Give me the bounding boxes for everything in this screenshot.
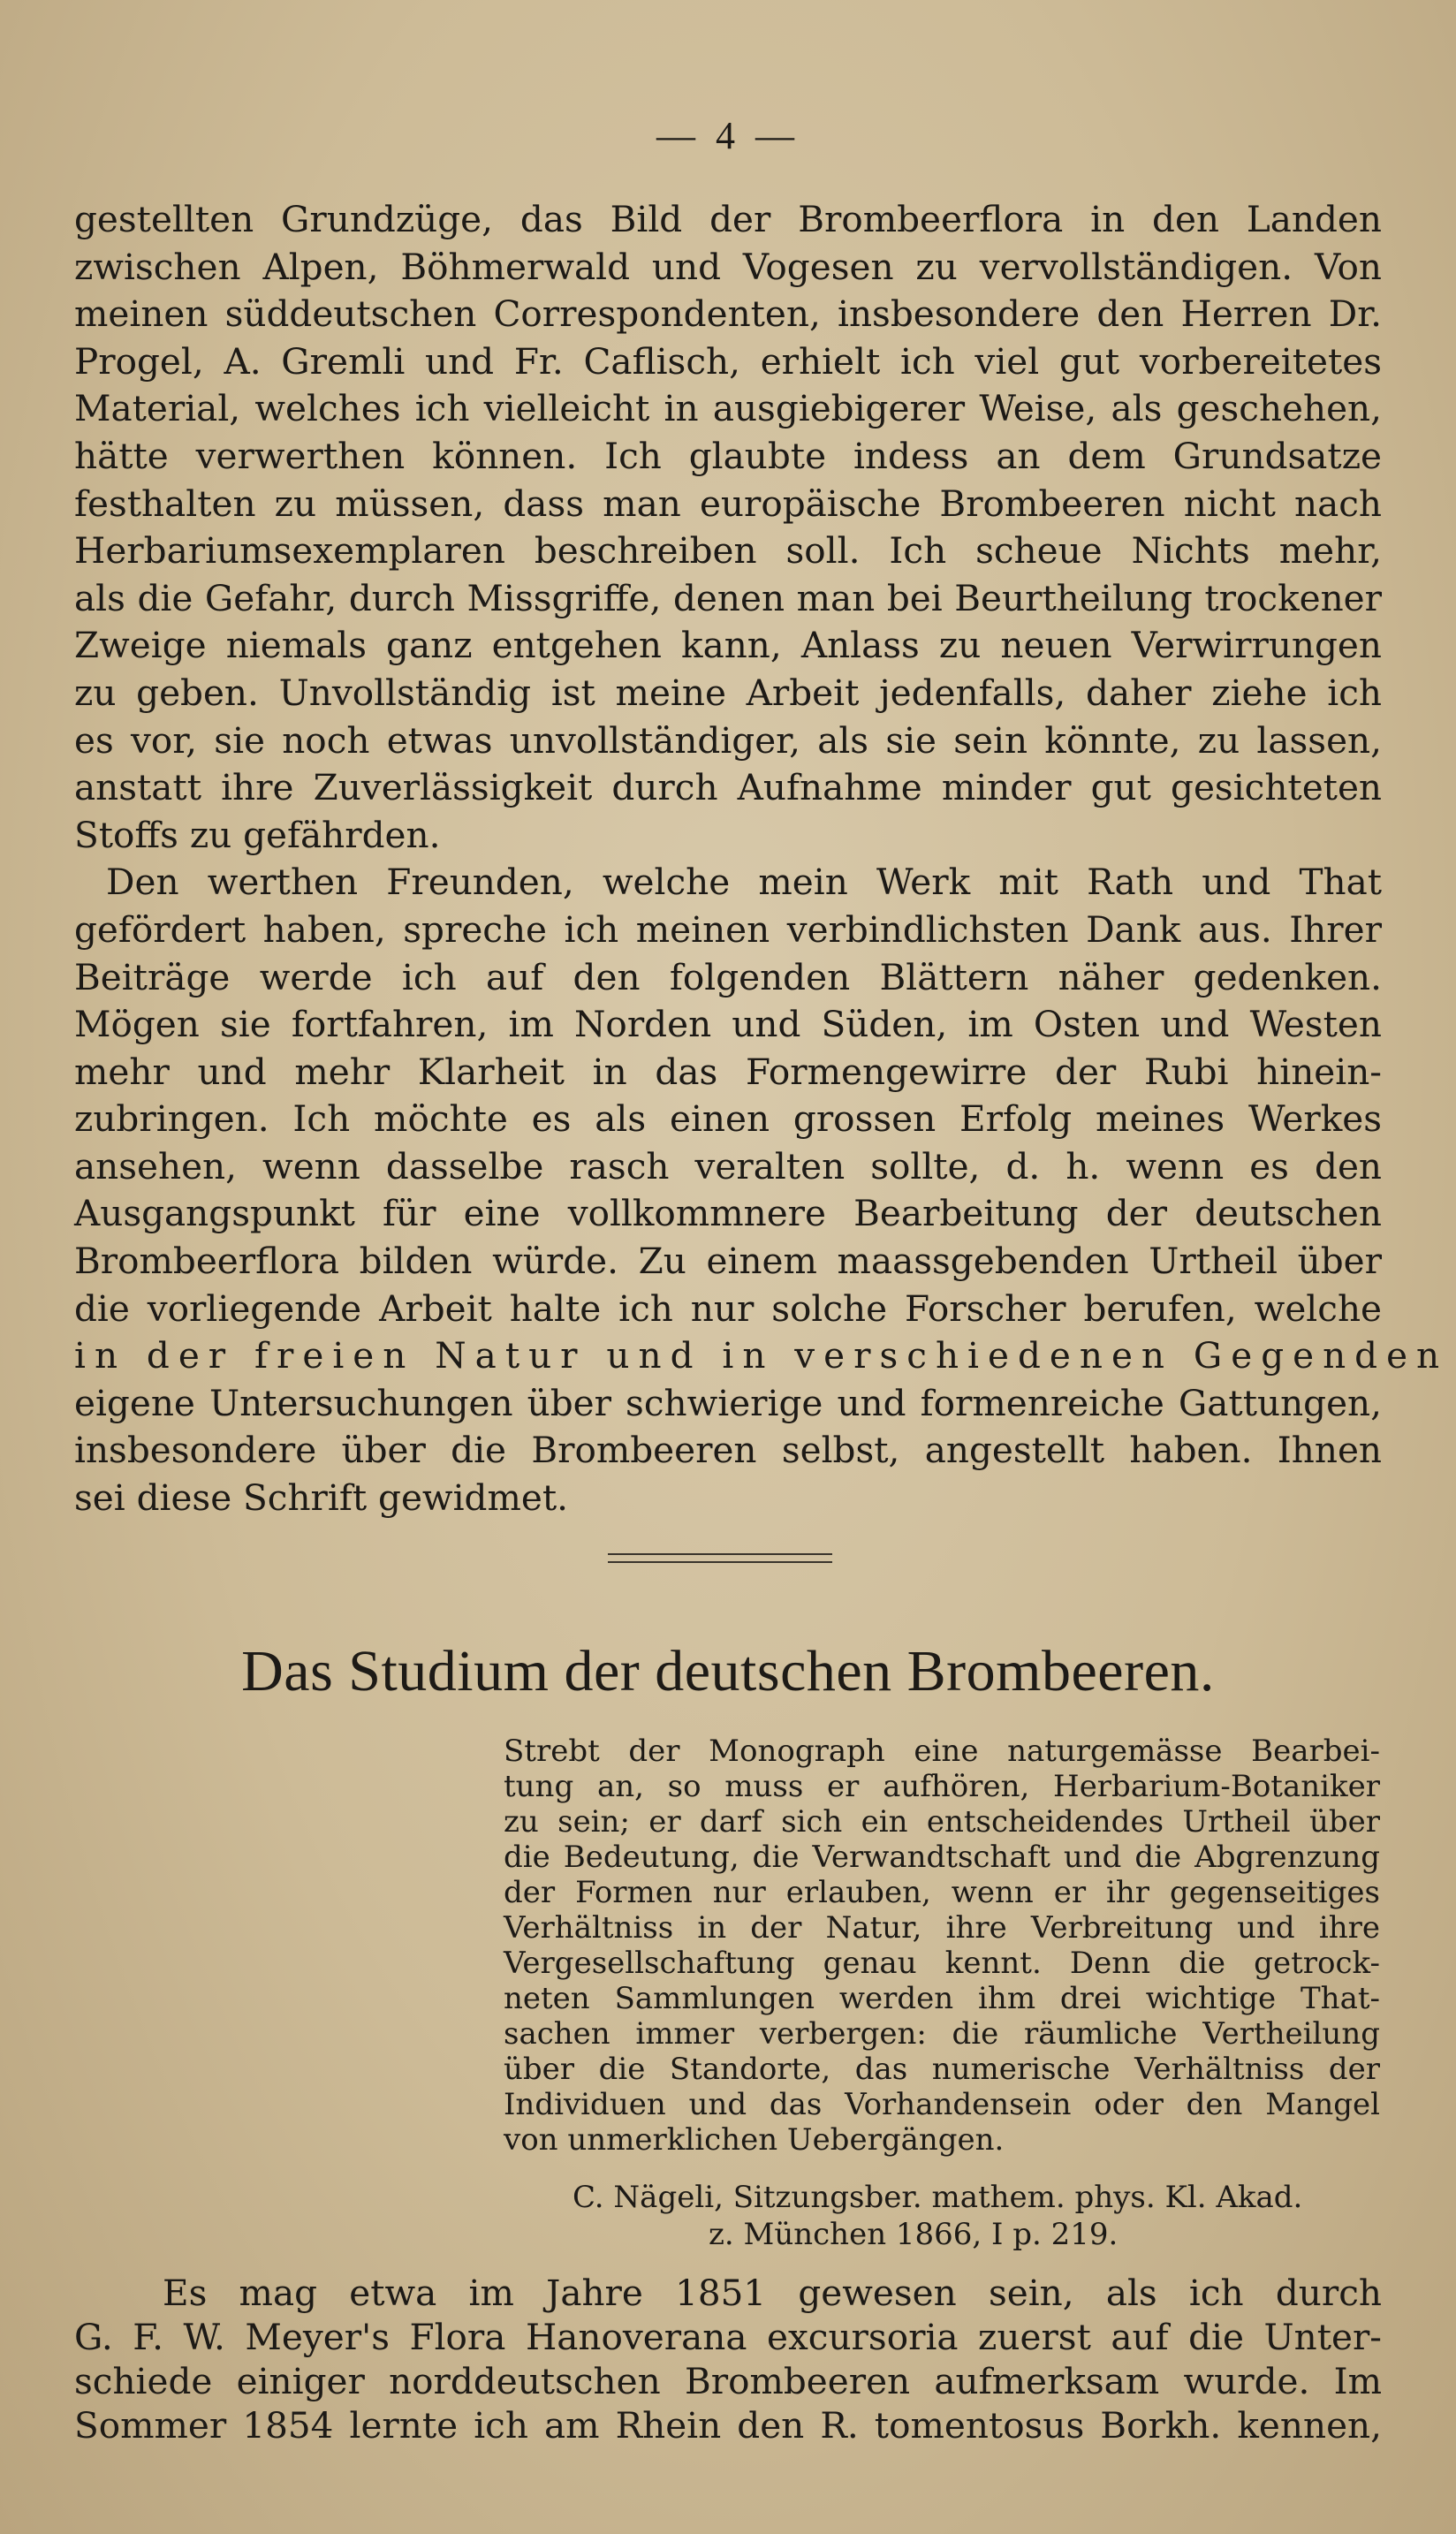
text-line: hätte verwerthen können. Ich glaubte indess an dem Grundsatze: [74, 434, 1382, 477]
attribution-line: z. München 1866, I p. 219.: [709, 2217, 1119, 2252]
text-line: Es mag etwa im Jahre 1851 gewesen sein, als ich durch: [163, 2272, 1382, 2314]
text-line: ansehen, wenn dasselbe rasch veralten sollte, d. h. wenn es den: [74, 1144, 1382, 1187]
text-line: Beiträge werde ich auf den folgenden Blättern näher gedenken.: [74, 955, 1382, 998]
epigraph-line: zu sein; er darf sich ein entscheidendes Urtheil über: [504, 1804, 1380, 1840]
text-line: Stoffs zu gefährden.: [74, 813, 441, 856]
preface-text: [74, 196, 1449, 1522]
epigraph-line: neten Sammlungen werden ihm drei wichtige That-: [504, 1981, 1380, 2016]
text-line: insbesondere über die Brombeeren selbst, angestellt haben. Ihnen: [74, 1429, 1382, 1472]
text-line: Den werthen Freunden, welche mein Werk mit Rath und That: [106, 861, 1382, 904]
epigraph-line: Individuen und das Vorhandensein oder den Mangel: [504, 2087, 1380, 2122]
page-number: — 4 —: [656, 114, 800, 157]
text-line: Mögen sie fortfahren, im Norden und Süden, im Osten und Westen: [74, 1003, 1382, 1046]
text-line: meinen süddeutschen Correspondenten, insbesondere den Herren Dr.: [74, 292, 1382, 336]
text-line: zubringen. Ich möchte es als einen grossen Erfolg meines Werkes: [74, 1097, 1382, 1141]
text-line: Ausgangspunkt für eine vollkommnere Bearbeitung der deutschen: [74, 1192, 1382, 1235]
text-line: Zweige niemals ganz entgehen kann, Anlass zu neuen Verwirrungen: [74, 624, 1382, 667]
text-line: Herbariumsexemplaren beschreiben soll. Ich scheue Nichts mehr,: [74, 529, 1382, 573]
text-line: mehr und mehr Klarheit in das Formengewirre der Rubi hinein-: [74, 1050, 1382, 1093]
text-line: gefördert haben, spreche ich meinen verbindlichsten Dank aus. Ihrer: [74, 907, 1382, 951]
text-line: Material, welches ich vielleicht in ausgiebigerer Weise, als geschehen,: [74, 387, 1382, 430]
epigraph-line: von unmerklichen Uebergängen.: [504, 2122, 1005, 2158]
epigraph-attribution: [565, 2179, 1361, 2253]
text-line: festhalten zu müssen, dass man europäische Brombeeren nicht nach: [74, 482, 1382, 525]
text-line: Progel, A. Gremli und Fr. Caflisch, erhielt ich viel gut vorbereitetes: [74, 339, 1382, 383]
text-line: Brombeerflora bilden würde. Zu einem maassgebenden Urtheil über: [74, 1240, 1382, 1283]
text-line: es vor, sie noch etwas unvollständiger, als sie sein könnte, zu lassen,: [74, 718, 1382, 762]
text-line: G. F. W. Meyer's Flora Hanoverana excursoria zuerst auf die Unter-: [74, 2316, 1382, 2358]
epigraph-line: Verhältniss in der Natur, ihre Verbreitung und ihre: [504, 1910, 1380, 1946]
section-divider: [608, 1553, 832, 1563]
section-title: Das Studium der deutschen Brombeeren.: [241, 1639, 1215, 1703]
text-line: sei diese Schrift gewidmet.: [74, 1476, 568, 1520]
text-line: zu geben. Unvollständig ist meine Arbeit jedenfalls, daher ziehe ich: [74, 671, 1382, 714]
chapter-opening-text: [74, 2271, 1382, 2447]
text-line: schiede einiger norddeutschen Brombeeren aufmerksam wurde. Im: [74, 2360, 1382, 2402]
attribution-line: C. Nägeli, Sitzungsber. mathem. phys. Kl. Akad.: [573, 2180, 1303, 2215]
text-line: gestellten Grundzüge, das Bild der Brombeerflora in den Landen: [74, 198, 1382, 240]
text-line: zwischen Alpen, Böhmerwald und Vogesen zu vervollständigen. Von: [74, 245, 1382, 288]
epigraph-line: sachen immer verbergen: die räumliche Vertheilung: [504, 2016, 1380, 2052]
text-line: die vorliegende Arbeit halte ich nur solche Forscher berufen, welche: [74, 1286, 1382, 1330]
text-line: eigene Untersuchungen über schwierige und formenreiche Gattungen,: [74, 1381, 1382, 1424]
epigraph-line: Vergesellschaftung genau kennt. Denn die getrock-: [504, 1946, 1380, 1981]
text-line: anstatt ihre Zuverlässigkeit durch Aufnahme minder gut gesichteten: [74, 766, 1382, 809]
epigraph-line: tung an, so muss er aufhören, Herbarium-Botaniker: [504, 1769, 1380, 1804]
epigraph-line: über die Standorte, das numerische Verhältniss der: [504, 2052, 1380, 2087]
text-line: Sommer 1854 lernte ich am Rhein den R. tomentosus Borkh. kennen,: [74, 2404, 1382, 2447]
epigraph-quote: [504, 1734, 1380, 2158]
text-line: als die Gefahr, durch Missgriffe, denen man bei Beurtheilung trockener: [74, 576, 1382, 619]
text-line-spaced: in der freien Natur und in verschiedenen Gegenden: [74, 1334, 1449, 1377]
epigraph-line: der Formen nur erlauben, wenn er ihr gegenseitiges: [504, 1875, 1380, 1910]
epigraph-line: Strebt der Monograph eine naturgemässe Bearbei-: [504, 1734, 1380, 1769]
epigraph-line: die Bedeutung, die Verwandtschaft und die Abgrenzung: [504, 1840, 1380, 1875]
